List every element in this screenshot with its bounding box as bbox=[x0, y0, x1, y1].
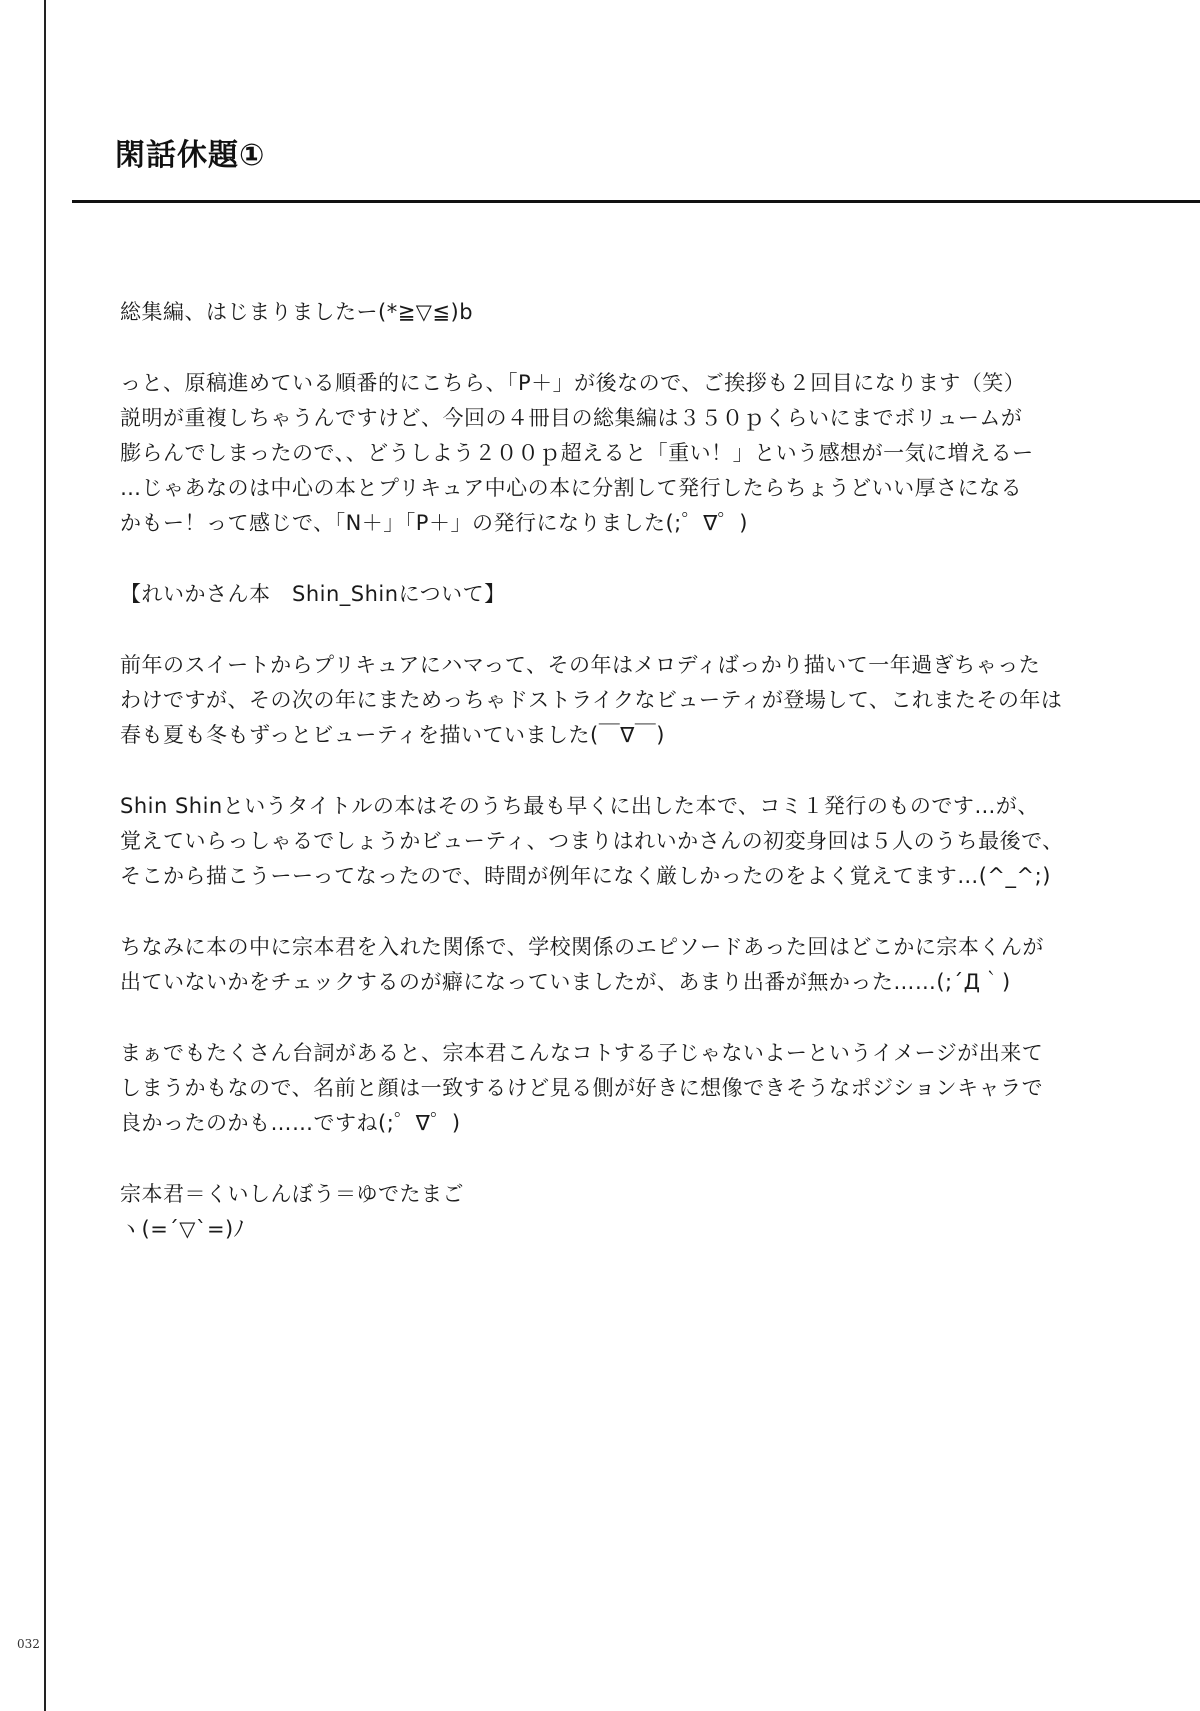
paragraph-intro bbox=[120, 295, 1160, 330]
page-number: 032 bbox=[17, 1637, 40, 1651]
text-line: ヽ(=´▽`=)ﾉ bbox=[120, 1217, 245, 1241]
text-line: 総集編、はじまりましたー(*≧▽≦)b bbox=[120, 300, 474, 324]
paragraph-explanation bbox=[120, 366, 1160, 541]
text-line: 出ていないかをチェックするのが癖になっていましたが、あまり出番が無かった……(;´Д｀) bbox=[120, 970, 1011, 994]
paragraph-shin-shin bbox=[120, 789, 1160, 894]
text-line: 説明が重複しちゃうんですけど、今回の４冊目の総集編は３５０ｐくらいにまでボリュームが bbox=[120, 406, 1023, 430]
text-line: そこから描こうーーってなったので、時間が例年になく厳しかったのをよく覚えてます…(^_^;) bbox=[120, 864, 1051, 888]
body-text bbox=[120, 295, 1160, 1247]
text-line: 膨らんでしまったので、、どうしよう２００ｐ超えると「重い！」という感想が一気に増えるー bbox=[120, 441, 1034, 465]
text-line: 宗本君＝くいしんぼう＝ゆでたまご bbox=[120, 1182, 464, 1206]
paragraph-background bbox=[120, 648, 1160, 753]
text-line: 春も夏も冬もずっとビューティを描いていました(￣∇￣) bbox=[120, 723, 665, 747]
text-line: Shin Shinというタイトルの本はそのうち最も早くに出した本で、コミ１発行のものです…が、 bbox=[120, 794, 1039, 818]
paragraph-munemoto bbox=[120, 930, 1160, 1000]
paragraph-dialogue bbox=[120, 1036, 1160, 1141]
paragraph-closing bbox=[120, 1177, 1160, 1247]
page-title: 閑話休題① bbox=[115, 138, 266, 173]
text-line: わけですが、その次の年にまためっちゃドストライクなビューティが登場して、これまたその年は bbox=[120, 688, 1063, 712]
text-line: ちなみに本の中に宗本君を入れた関係で、学校関係のエピソードあった回はどこかに宗本くんが bbox=[120, 935, 1044, 959]
text-line: しまうかもなので、名前と顔は一致するけど見る側が好きに想像できそうなポジションキャラで bbox=[120, 1076, 1044, 1100]
text-line: 前年のスイートからプリキュアにハマって、その年はメロディばっかり描いて一年過ぎちゃった bbox=[120, 653, 1041, 677]
text-line: 覚えていらっしゃるでしょうかビューティ、つまりはれいかさんの初変身回は５人のうち最後で、 bbox=[120, 829, 1064, 853]
title-underline-rule bbox=[72, 200, 1200, 203]
section-heading bbox=[120, 577, 1160, 612]
section-heading-text: 【れいかさん本 Shin_Shinについて】 bbox=[120, 582, 506, 606]
text-line: 良かったのかも……ですね(;゜∇゜) bbox=[120, 1111, 461, 1135]
text-line: かもー！って感じで、「N＋」「P＋」の発行になりました(;゜∇゜) bbox=[120, 511, 748, 535]
left-margin-rule bbox=[44, 0, 46, 1711]
text-line: まぁでもたくさん台詞があると、宗本君こんなコトする子じゃないよーというイメージが出来て bbox=[120, 1041, 1044, 1065]
text-line: …じゃあなのは中心の本とプリキュア中心の本に分割して発行したらちょうどいい厚さになる bbox=[120, 476, 1023, 500]
text-line: っと、原稿進めている順番的にこちら、「P＋」が後なので、ご挨拶も２回目になります（笑） bbox=[120, 371, 1026, 395]
